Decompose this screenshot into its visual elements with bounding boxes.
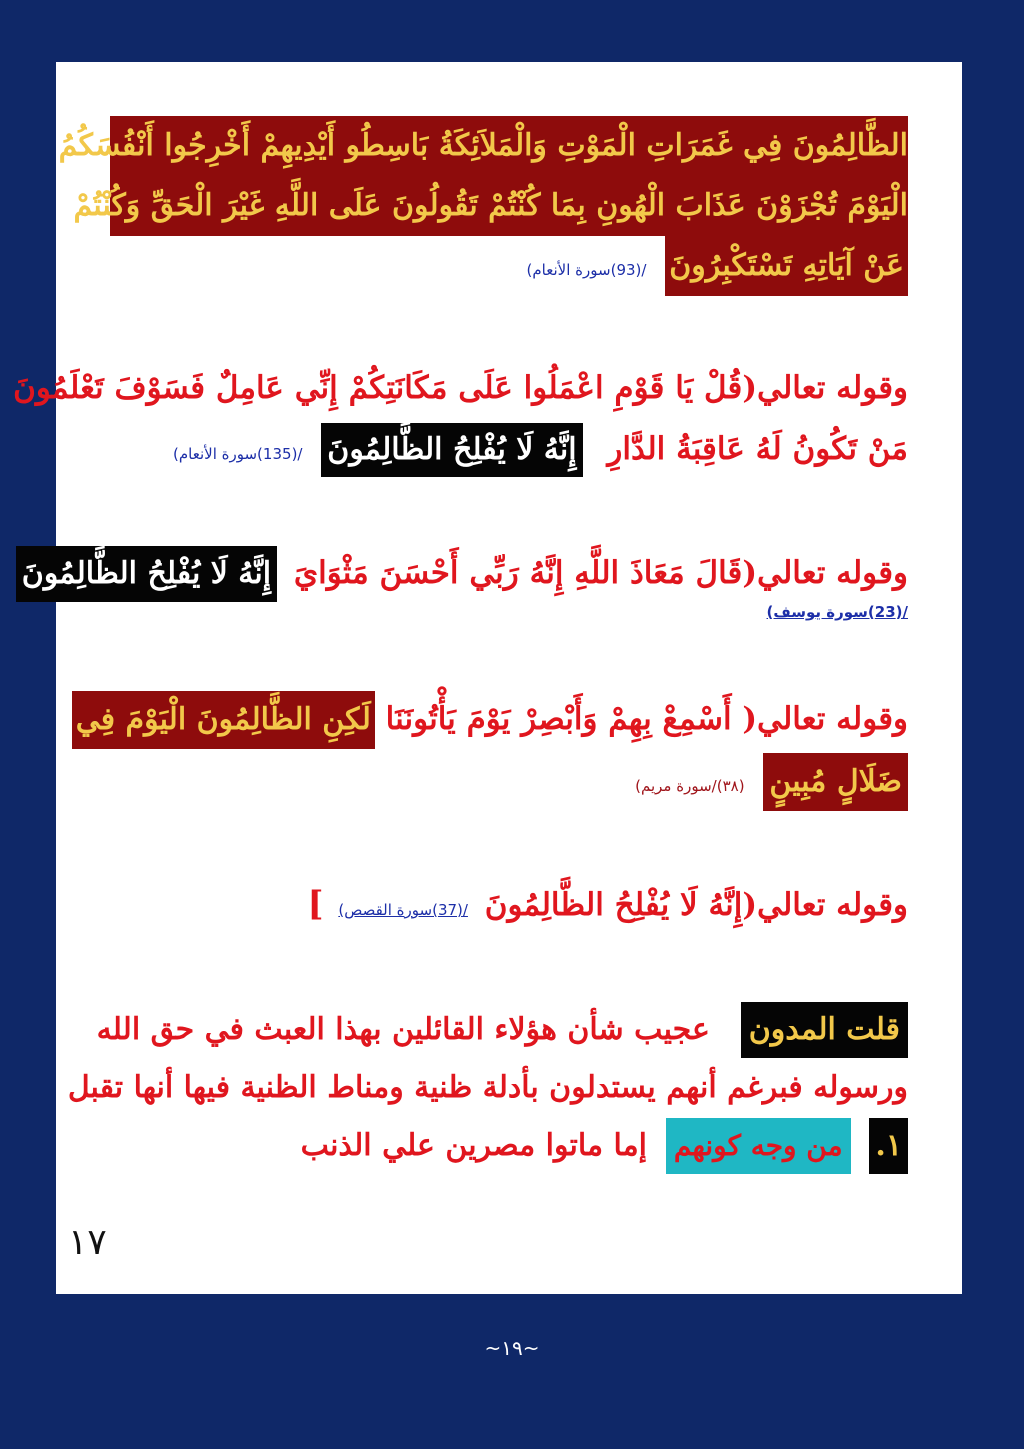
quote-text: وقوله تعالي(إِنَّهُ لَا يُفْلِحُ الظَّالِمُونَ [484,887,908,923]
commentary-text: عجيب شأن هؤلاء القائلين بهذا العبث في حق الله [96,1012,710,1047]
quote-line [72,688,908,749]
highlighted-verse: لَكِنِ الظَّالِمُونَ الْيَوْمَ فِي [72,691,375,749]
surah-citation: /(23)سورة يوسف) [766,603,908,621]
footer-page-number: ~١٩~ [484,1336,540,1360]
commentary-line [97,998,908,1060]
highlighted-verse: إِنَّهُ لَا يُفْلِحُ الظَّالِمُونَ [16,546,277,602]
surah-citation: /(37)سورة القصص) [338,901,468,919]
highlighted-verse: عَنْ آيَاتِهِ تَسْتَكْبِرُونَ [665,236,908,296]
commentary-line [301,1114,908,1176]
quote-text: مَنْ تَكُونُ لَهُ عَاقِبَةُ الدَّارِ [607,431,908,467]
quote-line [16,542,908,603]
document-page [13,62,962,1294]
commentary-line: ورسوله فبرغم أنهم يستدلون بأدلة ظنية ومناط الظنية فيها أنها تقبل [67,1070,908,1105]
quote-text: وقوله تعالي(قَالَ مَعَاذَ اللَّهِ إِنَّهُ رَبِّي أَحْسَنَ مَثْوَايَ [293,555,908,591]
author-label: قلت المدون [741,1002,908,1058]
commentary-text: إما ماتوا مصرين علي الذنب [300,1128,648,1163]
highlighted-phrase: من وجه كونهم [666,1118,851,1174]
highlighted-verse: الظَّالِمُونَ فِي غَمَرَاتِ الْمَوْتِ وَالْمَلاَئِكَةُ بَاسِطُو أَيْدِيهِمْ أَخْرِجُوا أَنْفُسَكُمُ [110,116,908,176]
closing-bracket: ] [307,884,324,924]
quote-line: وقوله تعالي(قُلْ يَا قَوْمِ اعْمَلُوا عَلَى مَكَانَتِكُمْ إِنِّي عَامِلٌ فَسَوْفَ تَعْلَمُونَ [13,370,908,406]
surah-citation: (٣٨)/سورة مريم) [635,777,745,795]
surah-citation: /(135)سورة الأنعام) [173,445,303,463]
quote-text: وقوله تعالي( أَسْمِعْ بِهِمْ وَأَبْصِرْ يَوْمَ يَأْتُونَنَا [385,701,908,737]
verse-line [527,234,908,300]
verse-line [58,114,908,174]
verse-line [73,174,908,234]
highlighted-verse: ضَلَالٍ مُبِينٍ [763,753,908,811]
highlighted-verse: الْيَوْمَ تُجْزَوْنَ عَذَابَ الْهُونِ بِمَا كُنْتُمْ تَقُولُونَ عَلَى اللَّهِ غَيْرَ الْحَقِّ وَكُنْتُمْ [110,176,908,236]
list-number: ١. [869,1118,908,1174]
quote-line [173,418,908,484]
page-number: ١٧ [68,1222,107,1263]
quote-line [307,874,908,940]
quote-line [635,750,908,816]
highlighted-verse: إِنَّهُ لَا يُفْلِحُ الظَّالِمُونَ [321,423,582,477]
surah-citation: /(93)سورة الأنعام) [526,261,647,279]
